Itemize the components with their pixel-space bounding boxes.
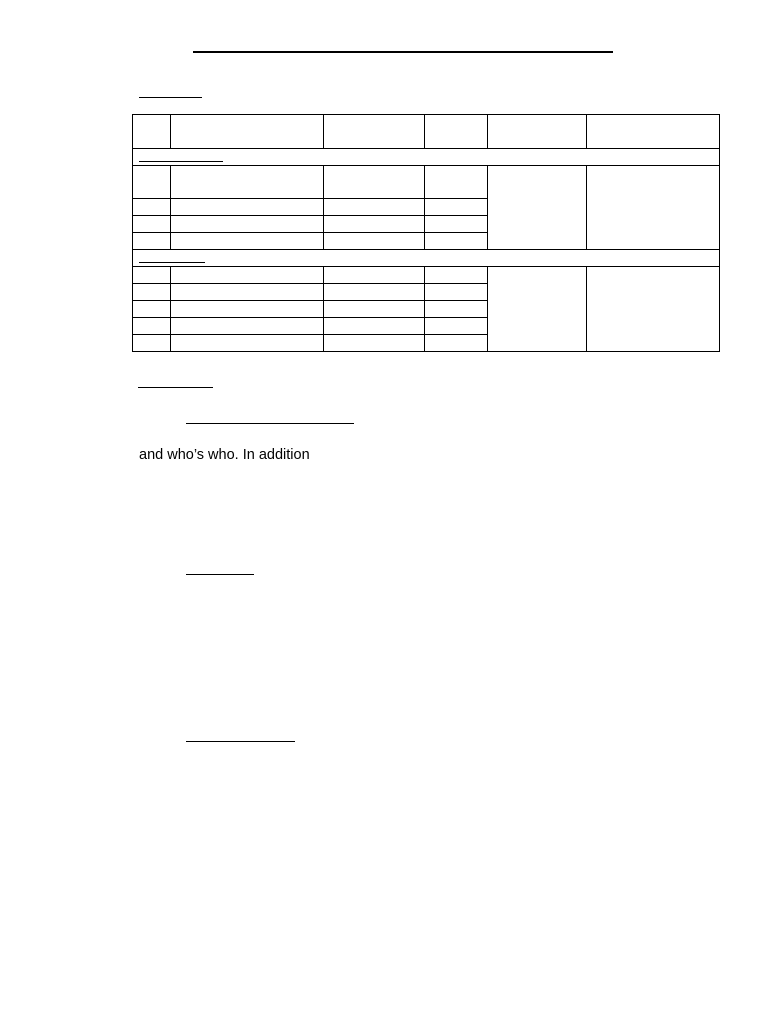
table-cell bbox=[324, 284, 425, 301]
document-title-underline bbox=[193, 51, 613, 53]
table-cell bbox=[171, 284, 324, 301]
table-cell bbox=[324, 301, 425, 318]
table-cell bbox=[171, 166, 324, 199]
table-merged-cell bbox=[488, 166, 587, 250]
table-cell bbox=[133, 301, 171, 318]
table-header-cell bbox=[587, 115, 720, 149]
table-group-cell bbox=[133, 149, 720, 166]
group-2-label-underline bbox=[139, 262, 205, 263]
table-cell bbox=[324, 216, 425, 233]
data-table bbox=[132, 114, 720, 352]
table-cell bbox=[324, 166, 425, 199]
table-cell bbox=[171, 335, 324, 352]
table-cell bbox=[425, 216, 488, 233]
table-cell bbox=[425, 301, 488, 318]
table-cell bbox=[425, 267, 488, 284]
table-cell bbox=[324, 233, 425, 250]
table-cell bbox=[425, 166, 488, 199]
table-merged-cell bbox=[587, 166, 720, 250]
table-cell bbox=[425, 284, 488, 301]
table-cell bbox=[324, 318, 425, 335]
table-cell bbox=[425, 199, 488, 216]
section-2-heading-underline bbox=[138, 387, 213, 388]
table-cell bbox=[133, 216, 171, 233]
table-cell bbox=[425, 318, 488, 335]
body-paragraph: and who’s who. In addition bbox=[139, 447, 310, 463]
table-cell bbox=[133, 233, 171, 250]
table-header-cell bbox=[425, 115, 488, 149]
table-cell bbox=[133, 166, 171, 199]
table-cell bbox=[133, 267, 171, 284]
table-cell bbox=[133, 318, 171, 335]
group-1-label-underline bbox=[139, 161, 223, 162]
table-cell bbox=[171, 233, 324, 250]
table-cell bbox=[133, 199, 171, 216]
table-group-cell bbox=[133, 250, 720, 267]
subsection-2-heading-underline bbox=[186, 574, 254, 575]
table-cell bbox=[425, 335, 488, 352]
subsection-3-heading-underline bbox=[186, 741, 295, 742]
subsection-1-heading-underline bbox=[186, 423, 354, 424]
table-group-row bbox=[133, 149, 720, 166]
table-header-cell bbox=[133, 115, 171, 149]
table-cell bbox=[171, 267, 324, 284]
table-cell bbox=[324, 335, 425, 352]
table-cell bbox=[133, 335, 171, 352]
table-cell bbox=[133, 284, 171, 301]
table-merged-cell bbox=[587, 267, 720, 352]
table-row bbox=[133, 267, 720, 284]
table-cell bbox=[324, 267, 425, 284]
table-cell bbox=[425, 233, 488, 250]
table-header-row bbox=[133, 115, 720, 149]
table-merged-cell bbox=[488, 267, 587, 352]
table-header-cell bbox=[324, 115, 425, 149]
table-cell bbox=[171, 199, 324, 216]
table-header-cell bbox=[171, 115, 324, 149]
table-row bbox=[133, 166, 720, 199]
table-group-row bbox=[133, 250, 720, 267]
table-header-cell bbox=[488, 115, 587, 149]
table-cell bbox=[171, 318, 324, 335]
section-1-heading-underline bbox=[139, 97, 202, 98]
table-cell bbox=[324, 199, 425, 216]
table-cell bbox=[171, 301, 324, 318]
table-cell bbox=[171, 216, 324, 233]
